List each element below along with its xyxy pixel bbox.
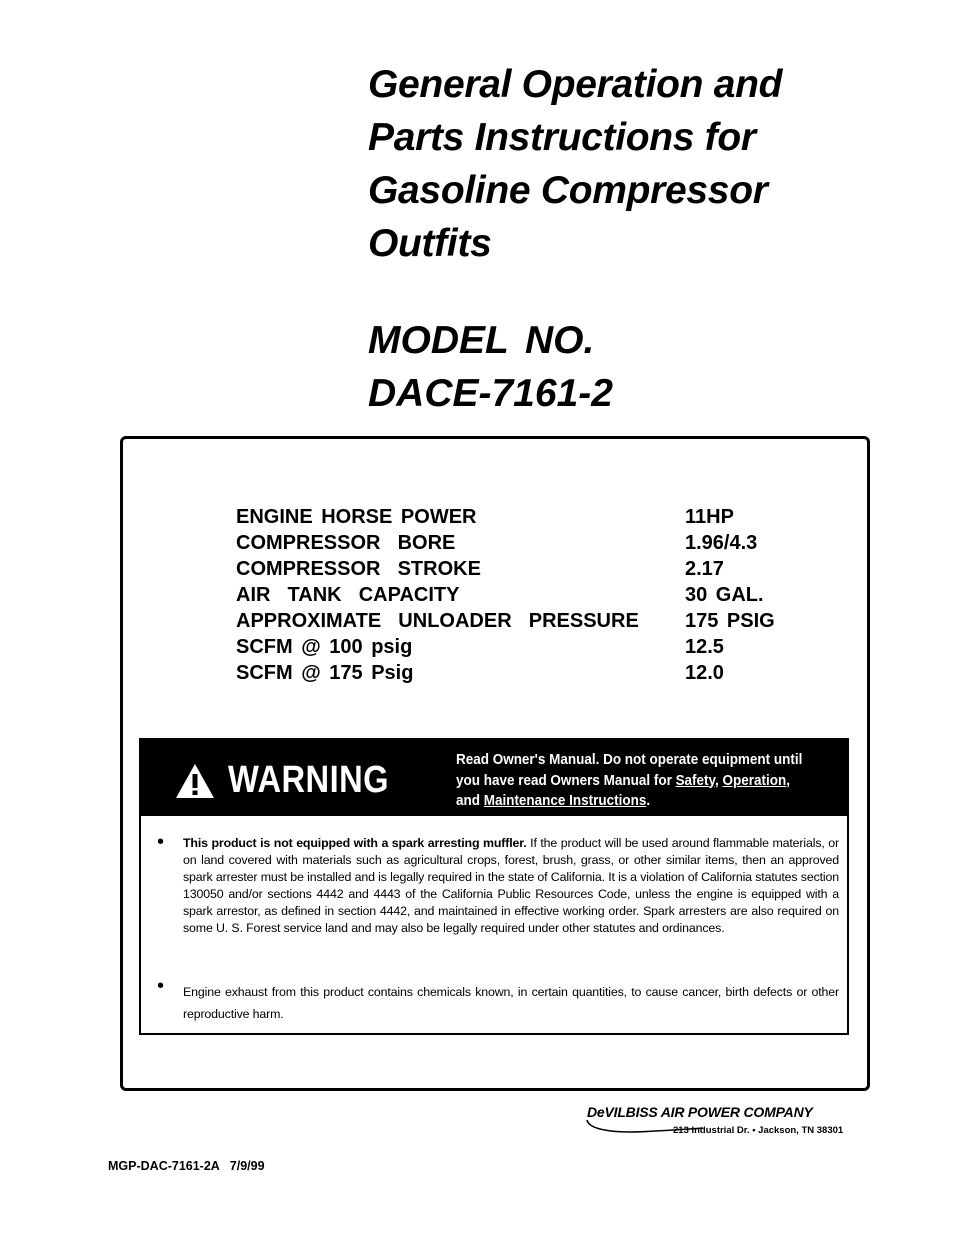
model-line: MODEL NO. (368, 319, 595, 362)
spec-row (236, 504, 734, 530)
spec-value: 11HP (685, 506, 734, 528)
exhaust-notice (183, 981, 839, 1025)
spec-label: SCFM @ 175 Psig (236, 662, 414, 684)
spec-label: COMPRESSOR BORE (236, 532, 456, 554)
notice-text: Engine exhaust from this product contains chemicals known, in certain quantities, to cause cancer, birth defects or other reproductive harm. (183, 985, 839, 1021)
bullet-icon: • (157, 831, 165, 853)
maintenance-link[interactable]: Maintenance Instructions (483, 793, 647, 809)
notice-text: If the product will be used around flammable materials, or on land covered with materials such as agricultural crops, forest, brush, grass, or other similar items, then an approved spark arrester must be installed and is legally required in the state of California. It is a violation of California statutes section 130050 and/or sections 4442 and 4443 of the California Public Resources Code, unless the engine is equipped with a spark arrestor, as defined in section 4442, and maintained in effective working order. Spark arresters are also required on some U. S. Forest service land and may also be legally required under other statutes and ordinances. (183, 836, 839, 935)
spec-row (236, 582, 764, 608)
document-title (368, 58, 782, 270)
warning-triangle-icon (174, 762, 216, 800)
spec-value: 12.0 (685, 662, 724, 684)
bullet-icon: • (157, 975, 165, 997)
warning-text: you have read Owners Manual for (456, 772, 676, 789)
spec-value: 1.96/4.3 (685, 532, 758, 554)
spec-label: COMPRESSOR STROKE (236, 558, 481, 580)
warning-text: . (646, 793, 651, 809)
spec-value: 2.17 (685, 558, 724, 580)
model-number (368, 314, 613, 420)
warning-box (139, 738, 849, 1035)
spec-row (236, 660, 724, 686)
spec-row (236, 634, 724, 660)
warning-message (456, 750, 819, 812)
spec-table (236, 504, 775, 686)
spec-row (236, 608, 775, 634)
warning-text: and (456, 793, 484, 809)
spec-label: SCFM @ 100 psig (236, 636, 413, 658)
title-line: Outfits (368, 222, 492, 265)
spec-value: 30 GAL. (685, 584, 764, 606)
spark-arrester-notice (183, 835, 839, 937)
spec-row (236, 530, 758, 556)
operation-link[interactable]: Operation (722, 772, 787, 789)
safety-link[interactable]: Safety (675, 772, 716, 789)
company-logo (585, 1104, 870, 1136)
spec-value: 175 PSIG (685, 610, 775, 632)
company-address: 213 Industrial Dr. • Jackson, TN 38301 (673, 1125, 844, 1136)
warning-title: WARNING (228, 759, 389, 801)
title-line: General Operation and (368, 63, 783, 106)
warning-message-line: Read Owner's Manual. Do not operate equipment until (456, 752, 803, 768)
warning-text: , (786, 772, 790, 789)
title-line: Parts Instructions for (368, 116, 756, 159)
warning-text: , (715, 772, 723, 789)
title-line: Gasoline Compressor (368, 169, 768, 212)
model-line: DACE-7161-2 (368, 372, 613, 415)
notice-lead: This product is not equipped with a spark arresting muffler. (183, 836, 527, 850)
document-number: MGP-DAC-7161-2A 7/9/99 (108, 1159, 265, 1173)
warning-header (141, 740, 847, 816)
company-name: DeVILBISS AIR POWER COMPANY (587, 1104, 813, 1120)
warning-message-line (456, 791, 819, 812)
spec-row (236, 556, 724, 582)
spec-label: ENGINE HORSE POWER (236, 506, 477, 528)
spec-label: AIR TANK CAPACITY (236, 584, 460, 606)
warning-message-line (456, 771, 819, 792)
spec-label: APPROXIMATE UNLOADER PRESSURE (236, 610, 639, 632)
spec-value: 12.5 (685, 636, 724, 658)
